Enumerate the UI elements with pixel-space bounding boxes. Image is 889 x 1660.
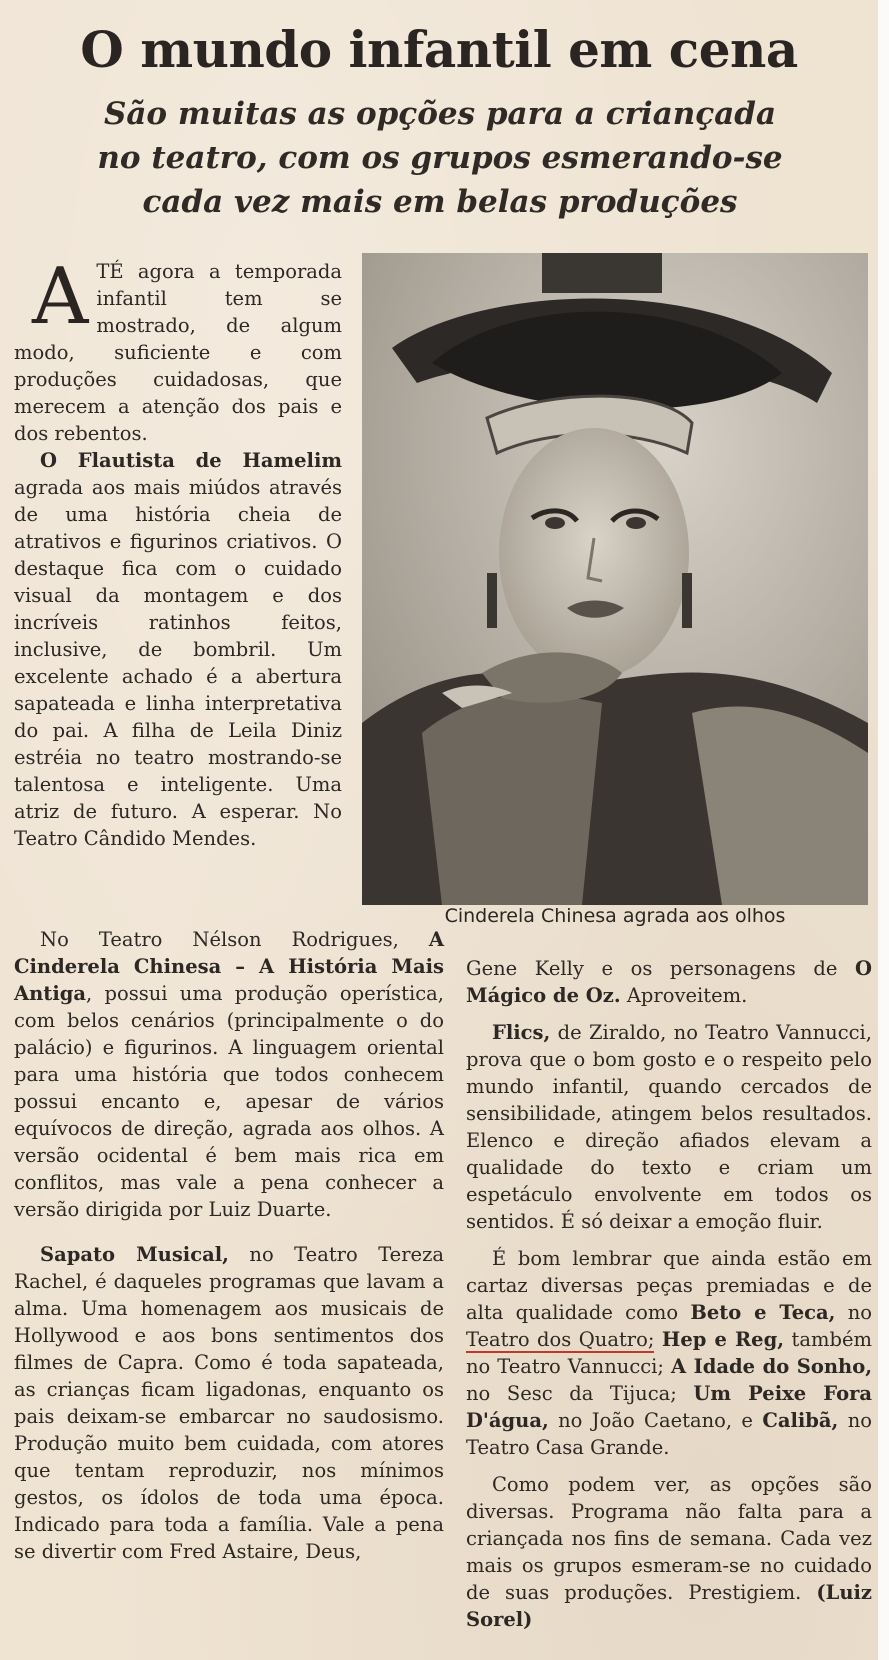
- intro-text: TÉ agora a temporada infantil tem se mostrado, de algum modo, suficiente e com produções cuidadosas, que merecem a atenção dos pais e dos rebentos.: [14, 260, 342, 445]
- subheadline-line: São muitas as opções para a criançada: [103, 96, 777, 132]
- paragraph-text: , possui uma produção operística, com belos cenários (principalmente o do palácio) e figurinos. A linguagem oriental para uma história que todos conhecem possui encanto e, apesar de vários equívocos de direção, agrada aos olhos. A versão ocidental é bem mais rica em conflitos, mas vale a pena conhecer a versão dirigida por Luiz Duarte.: [14, 982, 444, 1221]
- paragraph-text: No Teatro Nélson Rodrigues,: [40, 928, 429, 951]
- play-title: O Flautista de Hamelim: [40, 449, 342, 472]
- subheadline-line: no teatro, com os grupos esmerando-se: [97, 140, 783, 176]
- paragraph-text: [654, 1328, 662, 1351]
- paragraph-text: no: [835, 1301, 872, 1324]
- paragraph-text: de Ziraldo, no Teatro Vannucci, prova que o bom gosto e o respeito pelo mundo infantil, quando cercados de sensibilidade, atingem belos resultados. Elenco e direção afiados elevam a qualidade do texto e criam um espetáculo envolvente em todos os sentidos. É só deixar a emoção fluir.: [466, 1021, 872, 1233]
- drop-cap: A: [32, 252, 89, 342]
- play-title: A Cinderela Chinesa – A História Mais Antiga: [14, 928, 444, 1005]
- play-title: Hep e Reg,: [661, 1328, 785, 1351]
- paragraph-conclusion: [466, 1471, 872, 1633]
- scan-margin: [878, 0, 889, 1660]
- paragraph-text: Gene Kelly e os personagens de: [466, 957, 855, 980]
- paragraph-text: agrada aos mais miúdos através de uma história cheia de atrativos e figurinos criativos. O destaque fica com o cuidado visual da montagem e dos incríveis ratinhos feitos, inclusive, de bombril. Um excelente achado é a abertura sapateada e linha interpretativa do pai. A filha de Leila Diniz estréia no teatro mostrando-se talentosa e inteligente. Uma atriz de futuro. A esperar. No Teatro Cândido Mendes.: [14, 476, 342, 850]
- paragraph-cinderela: [14, 926, 444, 1223]
- play-title: Um Peixe Fora D'água,: [466, 1382, 872, 1432]
- paragraph-text: Aproveitem.: [620, 984, 748, 1007]
- play-title: Flics,: [492, 1021, 551, 1044]
- play-title: Sapato Musical,: [40, 1243, 229, 1266]
- paragraph-continuation: [466, 955, 872, 1009]
- article-photo: [362, 253, 868, 905]
- play-title: Calibã,: [762, 1409, 839, 1432]
- column-1: [14, 252, 342, 852]
- author-byline: (Luiz Sorel): [466, 1581, 872, 1631]
- paragraph-em-cartaz: [466, 1245, 872, 1461]
- play-title: A Idade do Sonho,: [670, 1355, 872, 1378]
- paragraph-text: no Teatro Casa Grande.: [466, 1409, 872, 1459]
- paragraph-text: no Sesc da Tijuca;: [466, 1382, 694, 1405]
- photo-caption: Cinderela Chinesa agrada aos olhos: [444, 905, 786, 927]
- paragraph-text: no Teatro Tereza Rachel, é daqueles programas que lavam a alma. Uma homenagem aos musicais de Hollywood e aos bons sentimentos dos filmes de Capra. Como é toda sapateada, as crianças ficam ligadonas, enquanto os pais deixam-se embarcar no saudosismo. Produção muito bem cuidada, com atores que tentam reproduzir, nos mínimos gestos, os ídolos de toda uma época. Indicado para toda a família. Vale a pena se divertir com Fred Astaire, Deus,: [14, 1243, 444, 1563]
- headline: O mundo infantil em cena: [80, 20, 798, 79]
- paragraph-flautista: [14, 447, 342, 852]
- column-2: [14, 926, 444, 1565]
- subheadline: [60, 92, 820, 224]
- play-title: Beto e Teca,: [690, 1301, 836, 1324]
- paragraph-text: no João Caetano, e: [548, 1409, 763, 1432]
- photo-image: [362, 253, 868, 905]
- play-title: O Mágico de Oz.: [466, 957, 872, 1007]
- paragraph-text: Como podem ver, as opções são diversas. Programa não falta para a criançada nos fins de semana. Cada vez mais os grupos esmeram-se no cuidado de suas produções. Prestigiem.: [466, 1473, 872, 1604]
- paragraph-flics: [466, 1019, 872, 1235]
- subheadline-line: cada vez mais em belas produções: [142, 184, 738, 220]
- paragraph-text: É bom lembrar que ainda estão em cartaz diversas peças premiadas e de alta qualidade como: [466, 1247, 872, 1324]
- column-3: [466, 955, 872, 1633]
- paragraph-text: também no Teatro Vannucci;: [466, 1328, 872, 1378]
- paragraph-sapato-musical: [14, 1241, 444, 1565]
- underlined-venue: Teatro dos Quatro;: [466, 1328, 655, 1351]
- intro-paragraph: [14, 252, 342, 447]
